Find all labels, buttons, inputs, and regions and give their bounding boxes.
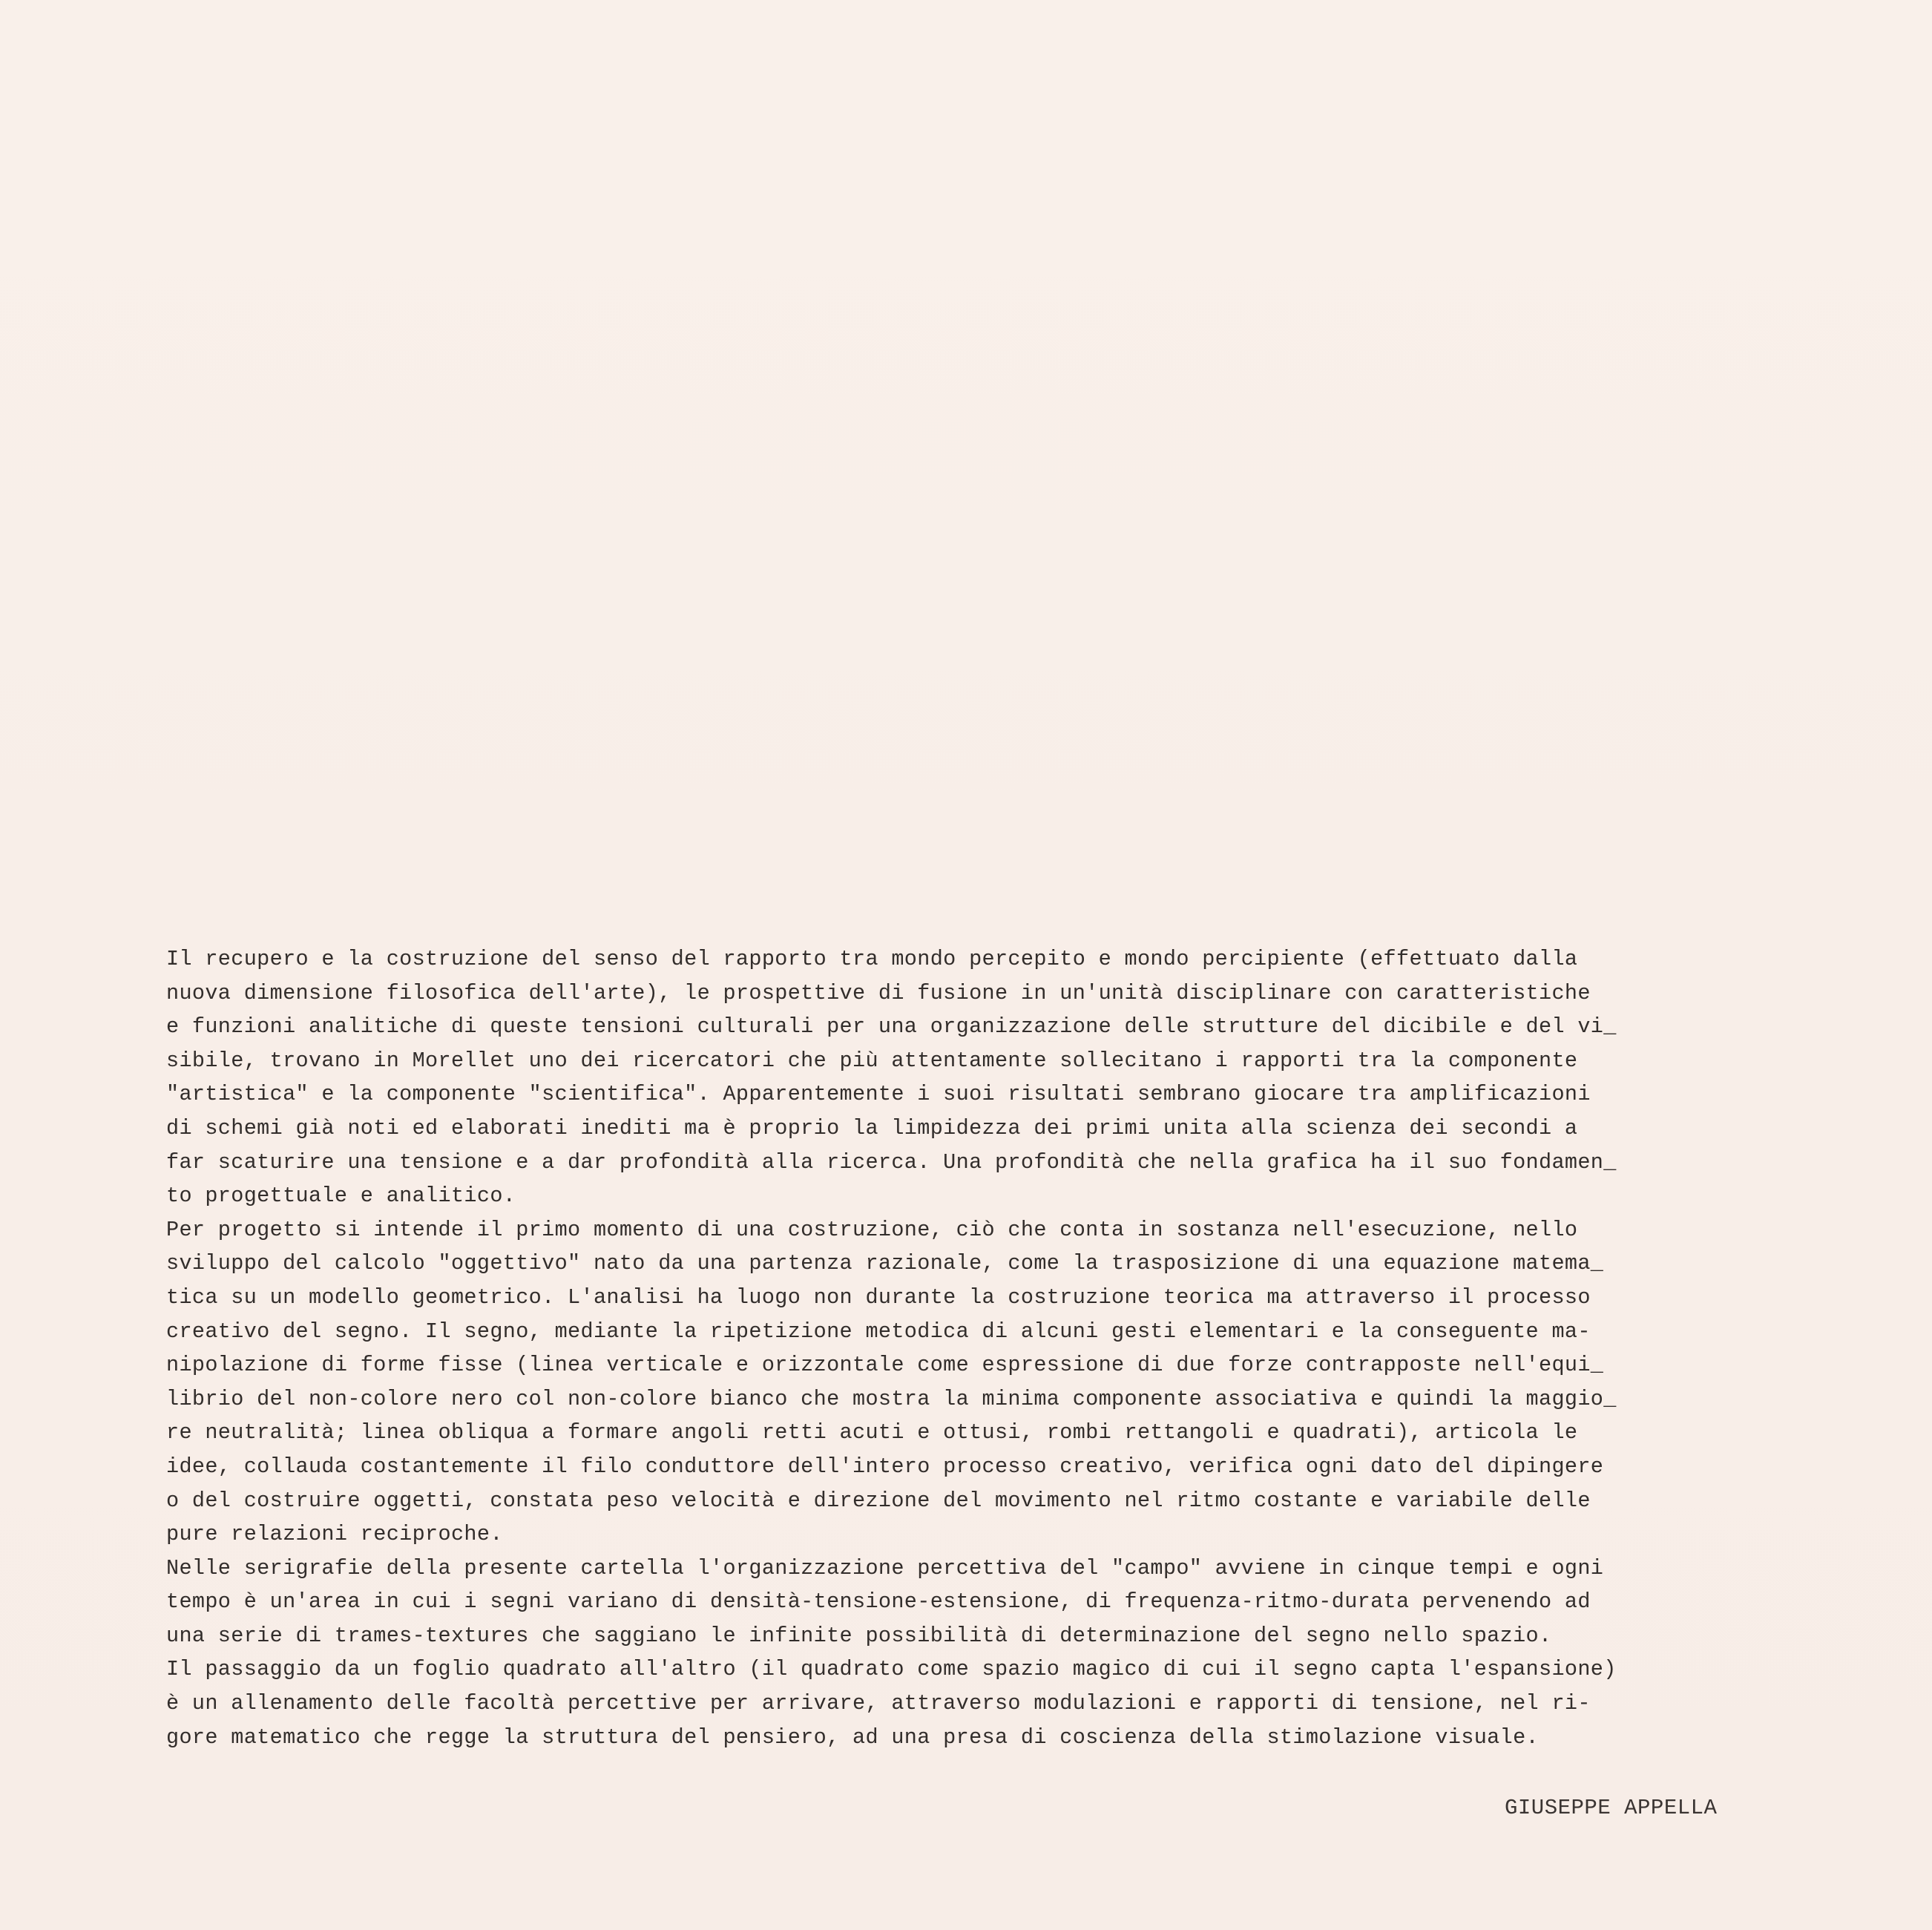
typewritten-text-block bbox=[166, 942, 1798, 1754]
text-line: to progettuale e analitico. bbox=[166, 1184, 516, 1209]
text-line: idee, collauda costantemente il filo conduttore dell'intero processo creativo, verifica ogni dato del dipingere bbox=[166, 1454, 1604, 1479]
text-line: Il passaggio da un foglio quadrato all'altro (il quadrato come spazio magico di cui il segno capta l'espansione) bbox=[166, 1657, 1617, 1682]
text-line: tempo è un'area in cui i segni variano di densità-tensione-estensione, di frequenza-ritmo-durata pervenendo ad bbox=[166, 1589, 1591, 1615]
text-line: sviluppo del calcolo "oggettivo" nato da una partenza razionale, come la trasposizione di una equazione matema_ bbox=[166, 1251, 1604, 1276]
text-line: Nelle serigrafie della presente cartella l'organizzazione percettiva del "campo" avviene in cinque tempi e ogni bbox=[166, 1555, 1604, 1581]
text-line: "artistica" e la componente "scientifica". Apparentemente i suoi risultati sembrano giocare tra amplificazioni bbox=[166, 1082, 1591, 1107]
text-line: tica su un modello geometrico. L'analisi ha luogo non durante la costruzione teorica ma attraverso il processo bbox=[166, 1284, 1591, 1310]
text-line: gore matematico che regge la struttura del pensiero, ad una presa di coscienza della stimolazione visuale. bbox=[166, 1724, 1539, 1750]
text-line: far scaturire una tensione e a dar profondità alla ricerca. Una profondità che nella grafica ha il suo fondamen_ bbox=[166, 1149, 1617, 1175]
text-line: pure relazioni reciproche. bbox=[166, 1522, 503, 1547]
text-line: nipolazione di forme fisse (linea verticale e orizzontale come espressione di due forze contrapposte nell'equi_ bbox=[166, 1353, 1604, 1378]
text-line: e funzioni analitiche di queste tensioni culturali per una organizzazione delle strutture del dicibile e del vi_ bbox=[166, 1014, 1617, 1040]
text-line: una serie di trames-textures che saggiano le infinite possibilità di determinazione del segno nello spazio. bbox=[166, 1623, 1552, 1648]
text-line: o del costruire oggetti, constata peso velocità e direzione del movimento nel ritmo costante e variabile delle bbox=[166, 1488, 1591, 1513]
text-line: nuova dimensione filosofica dell'arte), le prospettive di fusione in un'unità disciplinare con caratteristiche bbox=[166, 980, 1591, 1005]
text-line: Per progetto si intende il primo momento di una costruzione, ciò che conta in sostanza nell'esecuzione, nello bbox=[166, 1217, 1578, 1242]
author-signature: GIUSEPPE APPELLA bbox=[1505, 1796, 1718, 1820]
text-line: sibile, trovano in Morellet uno dei ricercatori che più attentamente sollecitano i rapporti tra la componente bbox=[166, 1048, 1578, 1073]
text-line: Il recupero e la costruzione del senso del rapporto tra mondo percepito e mondo percipiente (effettuato dalla bbox=[166, 947, 1578, 971]
text-line: creativo del segno. Il segno, mediante la ripetizione metodica di alcuni gesti elementari e la conseguente ma- bbox=[166, 1319, 1591, 1344]
text-line: è un allenamento delle facoltà percettive per arrivare, attraverso modulazioni e rapporti di tensione, nel ri- bbox=[166, 1691, 1591, 1716]
text-line: librio del non-colore nero col non-colore bianco che mostra la minima componente associativa e quindi la maggio_ bbox=[166, 1386, 1617, 1411]
text-line: re neutralità; linea obliqua a formare angoli retti acuti e ottusi, rombi rettangoli e quadrati), articola le bbox=[166, 1420, 1578, 1445]
text-line: di schemi già noti ed elaborati inediti ma è proprio la limpidezza dei primi unita alla scienza dei secondi a bbox=[166, 1115, 1578, 1140]
